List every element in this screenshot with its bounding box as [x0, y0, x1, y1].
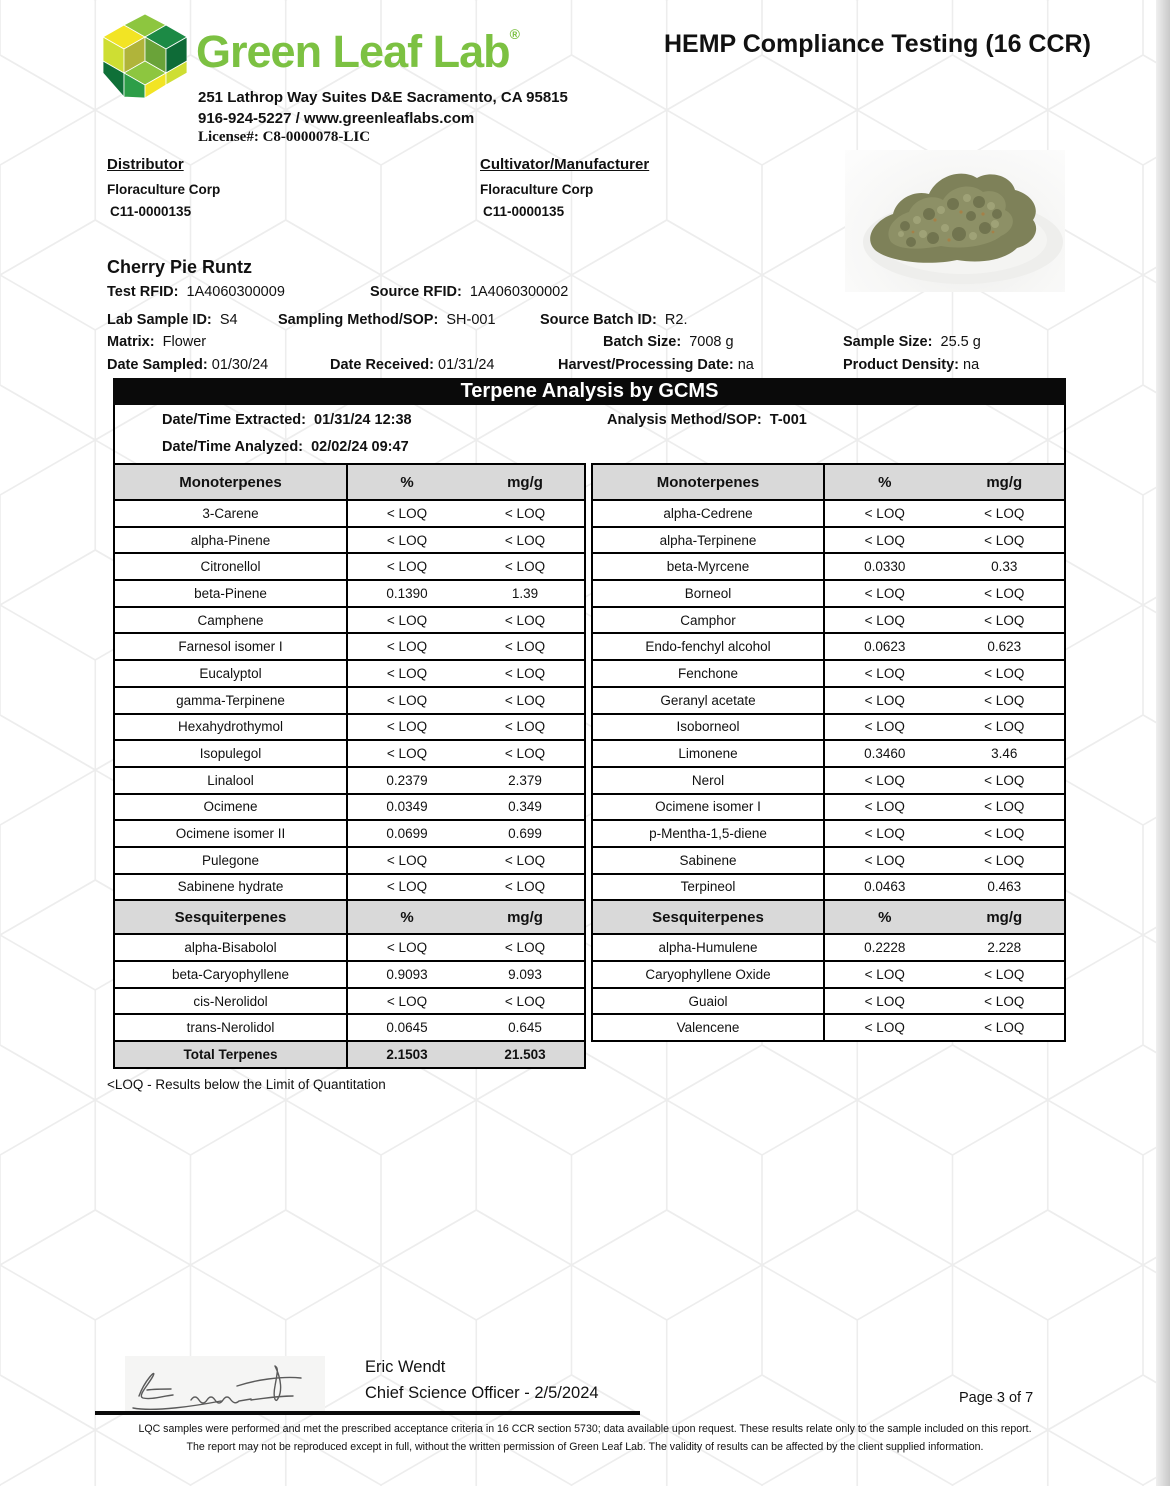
table-row: Geranyl acetate < LOQ < LOQ [593, 686, 1064, 713]
sesquiterpenes-header: Sesquiterpenes % mg/g [593, 899, 1064, 933]
matrix: Matrix: Flower [107, 334, 207, 350]
total-terpenes-row: Total Terpenes 2.1503 21.503 [115, 1040, 584, 1067]
table-row: trans-Nerolidol 0.0645 0.645 [115, 1013, 584, 1040]
table-row: Ocimene isomer I < LOQ < LOQ [593, 793, 1064, 820]
table-row: beta-Caryophyllene 0.9093 9.093 [115, 960, 584, 987]
table-row: beta-Myrcene 0.0330 0.33 [593, 552, 1064, 579]
test-rfid: Test RFID: 1A4060300009 [107, 284, 285, 300]
sesquiterpenes-rows-left [115, 933, 584, 1040]
cultivator-name: Floraculture Corp [480, 182, 594, 197]
signature [125, 1356, 325, 1412]
table-row: p-Mentha-1,5-diene < LOQ < LOQ [593, 819, 1064, 846]
table-row: Borneol < LOQ < LOQ [593, 579, 1064, 606]
monoterpenes-rows-left [115, 499, 584, 899]
table-row: Hexahydrothymol < LOQ < LOQ [115, 713, 584, 740]
signer-title: Chief Science Officer - 2/5/2024 [365, 1384, 599, 1402]
report-title: HEMP Compliance Testing (16 CCR) [664, 30, 1091, 58]
table-row: alpha-Humulene 0.2228 2.228 [593, 933, 1064, 960]
table-row: alpha-Pinene < LOQ < LOQ [115, 526, 584, 553]
table-row: alpha-Cedrene < LOQ < LOQ [593, 499, 1064, 526]
sampling-method: Sampling Method/SOP: SH-001 [278, 312, 496, 328]
date-sampled: Date Sampled: 01/30/24 [107, 357, 269, 373]
lab-address: 251 Lathrop Way Suites D&E Sacramento, CA 95815 [198, 89, 568, 106]
analysis-banner: Terpene Analysis by GCMS [113, 378, 1066, 405]
distributor-name: Floraculture Corp [107, 182, 221, 197]
analysis-dates-box [113, 405, 1066, 463]
datetime-extracted: Date/Time Extracted: 01/31/24 12:38 [162, 412, 412, 428]
datetime-analyzed: Date/Time Analyzed: 02/02/24 09:47 [162, 439, 409, 455]
cultivator-license: C11-0000135 [483, 204, 565, 219]
distributor-heading: Distributor [107, 156, 184, 173]
table-row: Isoborneol < LOQ < LOQ [593, 713, 1064, 740]
sesquiterpenes-header: Sesquiterpenes % mg/g [115, 899, 584, 933]
table-row: Limonene 0.3460 3.46 [593, 739, 1064, 766]
analysis-method: Analysis Method/SOP: T-001 [607, 412, 807, 428]
table-row: alpha-Terpinene < LOQ < LOQ [593, 526, 1064, 553]
scan-edge-strip [1156, 0, 1170, 1486]
table-row: Ocimene 0.0349 0.349 [115, 793, 584, 820]
table-row: Ocimene isomer II 0.0699 0.699 [115, 819, 584, 846]
table-row: Pulegone < LOQ < LOQ [115, 846, 584, 873]
table-row: 3-Carene < LOQ < LOQ [115, 499, 584, 526]
table-row: cis-Nerolidol < LOQ < LOQ [115, 987, 584, 1014]
source-batch-id: Source Batch ID: R2. [540, 312, 688, 328]
disclaimer-line1: LQC samples were performed and met the prescribed acceptance criteria in 16 CCR section 5730; data available upon request. These results relate only to the sample included on this report. [138, 1423, 1032, 1435]
table-row: Nerol < LOQ < LOQ [593, 766, 1064, 793]
registered-mark: ® [509, 26, 519, 42]
table-row: Farnesol isomer I < LOQ < LOQ [115, 632, 584, 659]
monoterpenes-rows-right [593, 499, 1064, 899]
lab-name: Green Leaf Lab® [196, 26, 519, 77]
terpene-table-right [591, 463, 1066, 1042]
table-row: Citronellol < LOQ < LOQ [115, 552, 584, 579]
table-row: Terpineol 0.0463 0.463 [593, 873, 1064, 900]
sample-name: Cherry Pie Runtz [107, 257, 253, 277]
monoterpenes-header: Monoterpenes % mg/g [593, 465, 1064, 499]
footer-rule [95, 1411, 640, 1415]
sample-size: Sample Size: 25.5 g [843, 334, 981, 350]
date-received: Date Received: 01/31/24 [330, 357, 495, 373]
greenleaf-logo-icon [103, 14, 187, 98]
table-row: Fenchone < LOQ < LOQ [593, 659, 1064, 686]
table-row: Valencene < LOQ < LOQ [593, 1013, 1064, 1040]
signer-name: Eric Wendt [365, 1358, 446, 1376]
page-number: Page 3 of 7 [959, 1390, 1034, 1406]
product-density: Product Density: na [843, 357, 980, 373]
cultivator-heading: Cultivator/Manufacturer [480, 156, 650, 173]
table-row: Sabinene hydrate < LOQ < LOQ [115, 873, 584, 900]
table-row: Guaiol < LOQ < LOQ [593, 987, 1064, 1014]
disclaimer-line2: The report may not be reproduced except in full, without the written permission of Green Leaf Lab. The validity of results can be affected by the client supplied information. [186, 1441, 984, 1453]
table-row: beta-Pinene 0.1390 1.39 [115, 579, 584, 606]
table-row: Caryophyllene Oxide < LOQ < LOQ [593, 960, 1064, 987]
table-row: Linalool 0.2379 2.379 [115, 766, 584, 793]
table-row: gamma-Terpinene < LOQ < LOQ [115, 686, 584, 713]
table-row: alpha-Bisabolol < LOQ < LOQ [115, 933, 584, 960]
table-row: Sabinene < LOQ < LOQ [593, 846, 1064, 873]
lab-phone-web: 916-924-5227 / www.greenleaflabs.com [198, 110, 475, 127]
distributor-license: C11-0000135 [110, 204, 192, 219]
lab-license: License#: C8-0000078-LIC [198, 129, 371, 145]
loq-note: <LOQ - Results below the Limit of Quantitation [107, 1077, 386, 1092]
monoterpenes-header: Monoterpenes % mg/g [115, 465, 584, 499]
table-row: Camphene < LOQ < LOQ [115, 606, 584, 633]
sample-photo [845, 150, 1065, 292]
batch-size: Batch Size: 7008 g [603, 334, 734, 350]
lab-sample-id: Lab Sample ID: S4 [107, 312, 238, 328]
source-rfid: Source RFID: 1A4060300002 [370, 284, 569, 300]
table-row: Camphor < LOQ < LOQ [593, 606, 1064, 633]
sesquiterpenes-rows-right [593, 933, 1064, 1040]
table-row: Endo-fenchyl alcohol 0.0623 0.623 [593, 632, 1064, 659]
table-row: Eucalyptol < LOQ < LOQ [115, 659, 584, 686]
terpene-table-left [113, 463, 586, 1069]
table-row: Isopulegol < LOQ < LOQ [115, 739, 584, 766]
harvest-date: Harvest/Processing Date: na [558, 357, 754, 373]
